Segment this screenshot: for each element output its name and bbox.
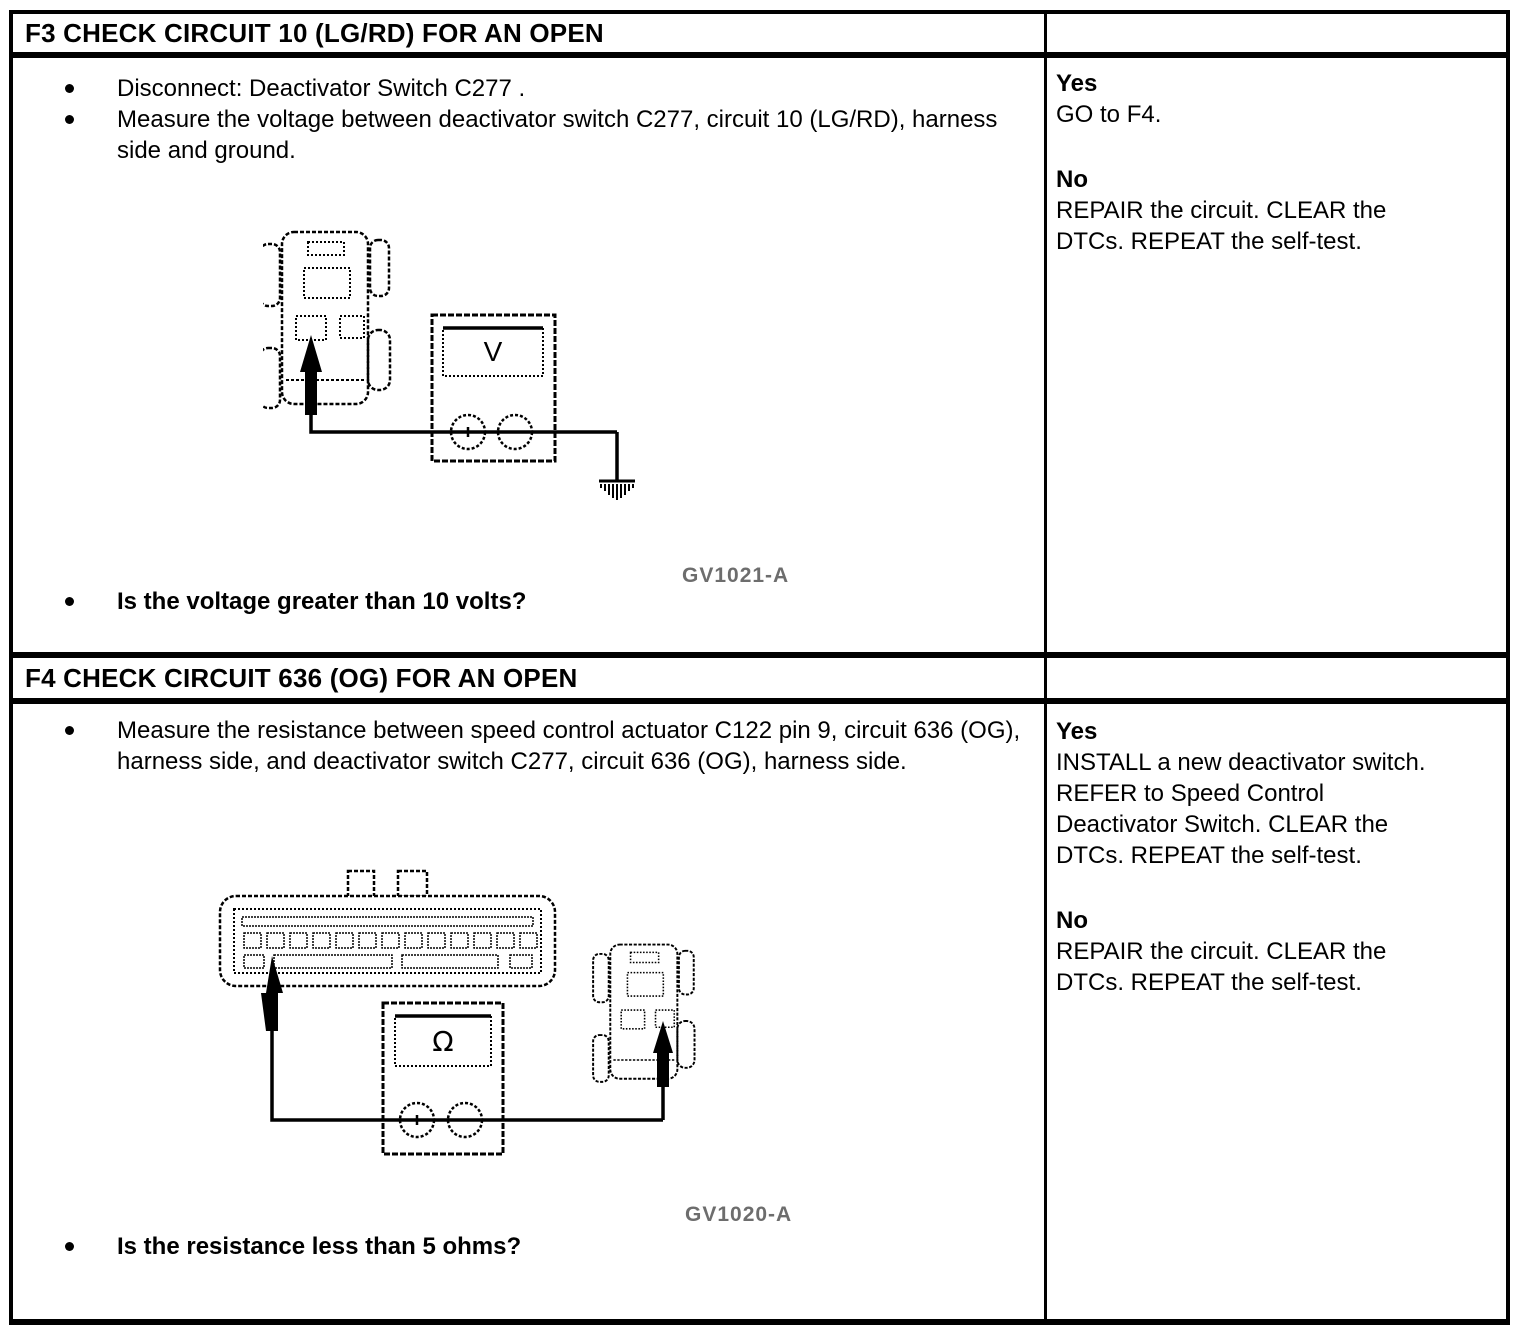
deactivator-switch-connector-icon [263, 232, 390, 408]
figure-caption: GV1020-A [685, 1203, 793, 1226]
yes-action-line: GO to F4. [1056, 101, 1162, 128]
yes-action-line: DTCs. REPEAT the self-test. [1056, 842, 1362, 869]
bullet-icon [65, 726, 74, 735]
f3-voltage-test-figure [263, 228, 653, 518]
no-label: No [1056, 907, 1088, 934]
step-item [13, 104, 1044, 166]
yes-result [1056, 716, 1500, 871]
yes-action-line: REFER to Speed Control [1056, 780, 1325, 807]
figure-caption: GV1021-A [682, 564, 790, 587]
f3-step-list [13, 58, 1044, 166]
step-text: Measure the resistance between speed control actuator C122 pin 9, circuit 636 (OG), harness side, and deactivator switch C277, circuit 636 (OG), harness side. [117, 717, 1021, 775]
bullet-icon [65, 597, 74, 606]
wire [272, 1031, 663, 1120]
f4-header-empty-cell [1044, 658, 1506, 698]
no-label: No [1056, 166, 1088, 193]
no-result [1056, 905, 1500, 998]
no-action-line: DTCs. REPEAT the self-test. [1056, 969, 1362, 996]
f4-question [13, 1231, 1044, 1262]
meter-display-value: Ω [432, 1025, 454, 1058]
step-item [13, 715, 1044, 777]
step-text: Measure the voltage between deactivator switch C277, circuit 10 (LG/RD), harness side and ground. [117, 106, 998, 164]
f4-result-cell [1044, 704, 1506, 1319]
f3-result-cell [1044, 58, 1506, 652]
ground-icon [599, 481, 635, 500]
f4-procedure-cell [13, 704, 1044, 1319]
wire [311, 413, 617, 481]
question-text: Is the resistance less than 5 ohms? [117, 1233, 522, 1260]
bullet-icon [65, 115, 74, 124]
yes-label: Yes [1056, 718, 1098, 745]
bullet-icon [65, 1242, 74, 1251]
yes-label: Yes [1056, 70, 1098, 97]
yes-result [1056, 68, 1500, 130]
meter-display-value: V [483, 336, 503, 367]
f3-header-row [13, 14, 1506, 58]
no-result [1056, 164, 1500, 257]
f4-body-row [13, 704, 1506, 1319]
f3-question [13, 586, 1044, 617]
yes-action-line: INSTALL a new deactivator switch. [1056, 749, 1426, 776]
f4-header-title: F4 CHECK CIRCUIT 636 (OG) FOR AN OPEN [25, 662, 578, 693]
bullet-icon [65, 84, 74, 93]
f4-resistance-test-figure [208, 859, 708, 1159]
yes-action-line: Deactivator Switch. CLEAR the [1056, 811, 1389, 838]
voltmeter-icon [432, 315, 555, 461]
no-action-line: REPAIR the circuit. CLEAR the [1056, 197, 1387, 224]
f4-step-list [13, 704, 1044, 777]
step-item [13, 73, 1044, 104]
question-text: Is the voltage greater than 10 volts? [117, 588, 527, 615]
deactivator-switch-connector-icon [593, 945, 694, 1082]
f3-header-empty-cell [1044, 14, 1506, 52]
no-action-line: REPAIR the circuit. CLEAR the [1056, 938, 1387, 965]
no-action-line: DTCs. REPEAT the self-test. [1056, 228, 1362, 255]
f3-procedure-cell [13, 58, 1044, 652]
ohmmeter-icon [383, 1003, 503, 1154]
f3-body-row [13, 58, 1506, 658]
step-text: Disconnect: Deactivator Switch C277 . [117, 75, 526, 102]
f3-header-title: F3 CHECK CIRCUIT 10 (LG/RD) FOR AN OPEN [25, 17, 604, 48]
f4-header-row [13, 658, 1506, 704]
test-probe-icon [653, 1021, 673, 1087]
pinpoint-test-table [9, 10, 1510, 1325]
